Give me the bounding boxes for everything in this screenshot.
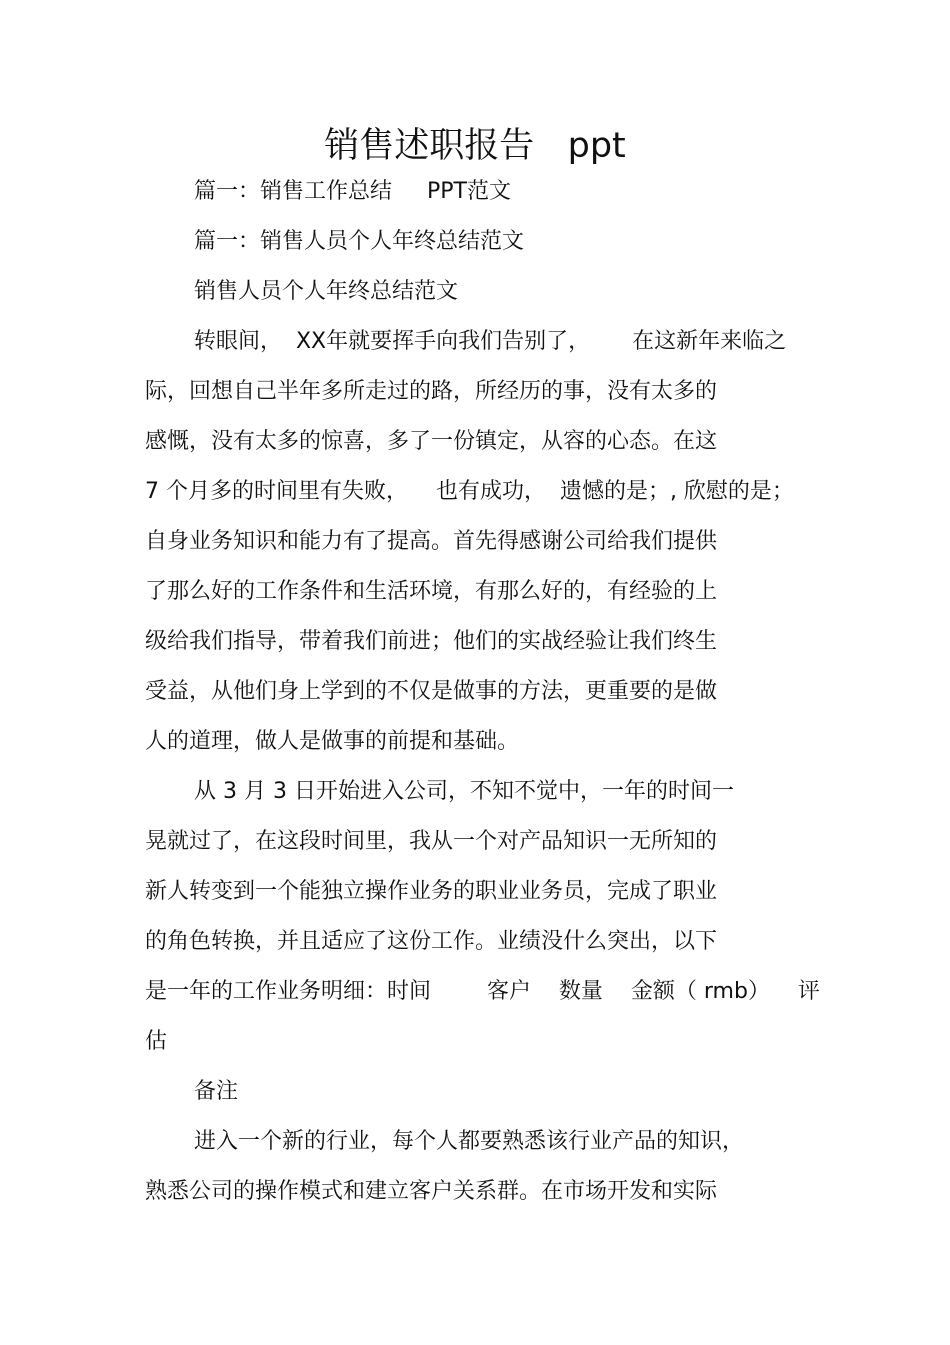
paragraph-line: 自身业务知识和能力有了提高。首先得感谢公司给我们提供 <box>145 529 718 554</box>
paragraph-line: 感慨，没有太多的惊喜，多了一份镇定，从容的心态。在这 <box>145 429 718 454</box>
heading-line-1: 篇一：销售工作总结 PPT范文 <box>194 179 511 204</box>
paragraph-line: 从 3 月 3 日开始进入公司，不知不觉中，一年的时间一 <box>194 779 734 804</box>
paragraph-line: 进入一个新的行业，每个人都要熟悉该行业产品的知识， <box>194 1129 745 1154</box>
paragraph-line: 新人转变到一个能独立操作业务的职业业务员，完成了职业 <box>145 879 718 904</box>
paragraph-line: 是一年的工作业务明细：时间 客户 数量 金额（ rmb） 评 <box>145 979 820 1004</box>
paragraph-line: 了那么好的工作条件和生活环境，有那么好的，有经验的上 <box>145 579 718 604</box>
paragraph-line: 晃就过了，在这段时间里，我从一个对产品知识一无所知的 <box>145 829 718 854</box>
paragraph-line: 人的道理，做人是做事的前提和基础。 <box>145 729 520 754</box>
paragraph-line: 熟悉公司的操作模式和建立客户关系群。在市场开发和实际 <box>145 1179 718 1204</box>
paragraph-line: 的角色转换，并且适应了这份工作。业绩没什么突出，以下 <box>145 929 718 954</box>
note-label: 备注 <box>194 1079 239 1104</box>
heading-line-2: 篇一：销售人员个人年终总结范文 <box>194 229 525 254</box>
paragraph-line: 级给我们指导，带着我们前进；他们的实战经验让我们终生 <box>145 629 718 654</box>
heading-line-3: 销售人员个人年终总结范文 <box>194 279 459 304</box>
paragraph-line: 际，回想自己半年多所走过的路，所经历的事，没有太多的 <box>145 379 718 404</box>
document-title: 销售述职报告 ppt <box>324 126 626 166</box>
paragraph-line: 受益，从他们身上学到的不仅是做事的方法，更重要的是做 <box>145 679 718 704</box>
paragraph-line: 转眼间， XX年就要挥手向我们告别了， 在这新年来临之 <box>194 329 787 354</box>
paragraph-line: 估 <box>145 1029 168 1054</box>
paragraph-line: 7 个月多的时间里有失败， 也有成功， 遗憾的是；, 欣慰的是； <box>145 479 794 504</box>
